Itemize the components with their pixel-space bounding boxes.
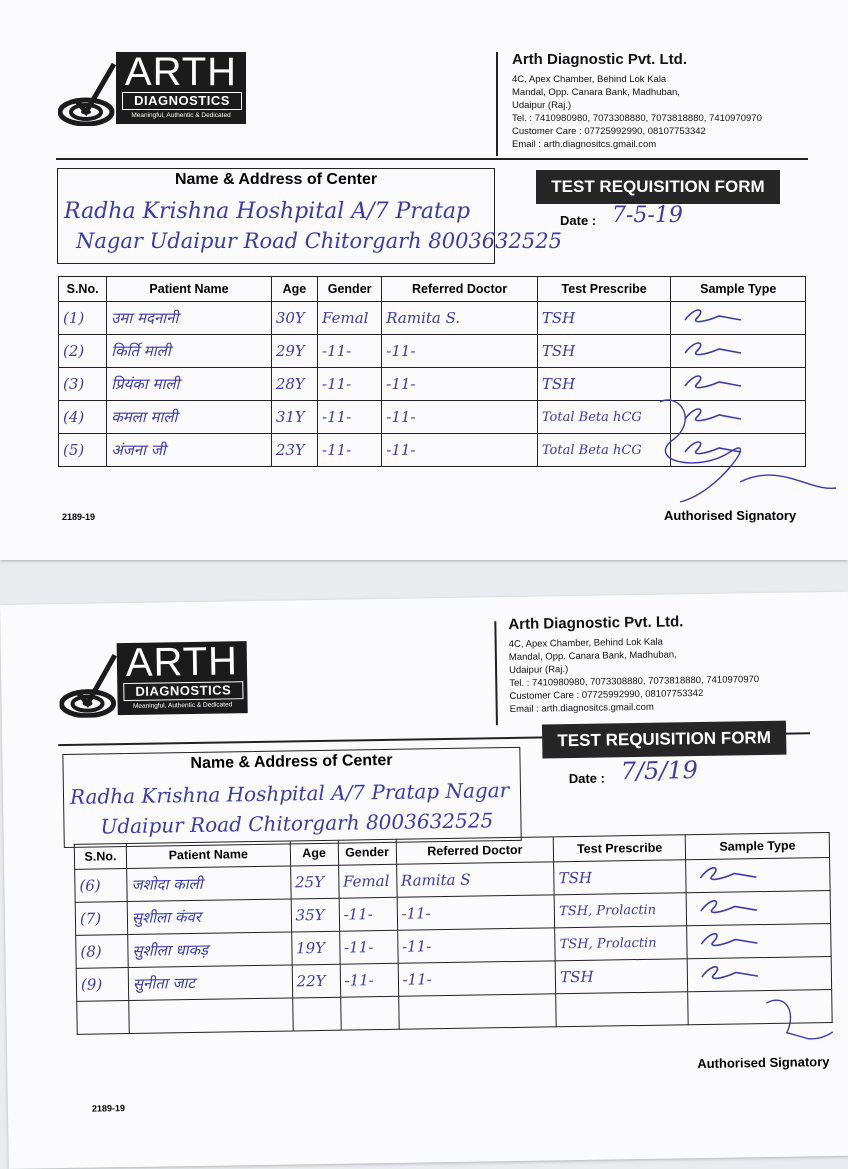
initials-signature-icon	[675, 304, 745, 328]
cell-patient-name: प्रियंका माली	[107, 368, 272, 401]
cell-sno	[77, 1001, 129, 1035]
company-info	[512, 50, 762, 151]
cell-test-prescribe: TSH	[537, 368, 671, 401]
col-patient-name: Patient Name	[107, 277, 272, 302]
cell-sno: (9)	[76, 968, 128, 1002]
col-age: Age	[271, 277, 317, 302]
company-address-2: Mandal, Opp. Canara Bank, Madhuban,	[508, 649, 677, 664]
cell-referred-doctor: -11-	[397, 928, 555, 963]
test-table	[74, 832, 833, 1035]
company-address-1: 4C, Apex Chamber, Behind Lok Kala	[508, 636, 663, 651]
cell-age: 35Y	[291, 898, 339, 932]
cell-age: 28Y	[271, 368, 317, 401]
col-sno: S.No.	[74, 844, 126, 870]
cell-sno: (3)	[59, 368, 107, 401]
initials-signature-icon	[691, 894, 761, 919]
cell-referred-doctor: Ramita S.	[382, 302, 538, 335]
cell-referred-doctor: -11-	[382, 434, 538, 467]
cell-test-prescribe: Total Beta hCG	[537, 434, 671, 467]
cell-age	[292, 997, 340, 1031]
center-address-line-1: Radha Krishna Hoshpital A/7 Pratap	[64, 199, 471, 224]
cell-sno: (2)	[59, 335, 107, 368]
header-rule	[56, 158, 808, 160]
cell-test-prescribe: Total Beta hCG	[537, 401, 671, 434]
form-number: 2189-19	[91, 1103, 126, 1114]
cell-sample-type	[671, 335, 806, 368]
company-address-2: Mandal, Opp. Canara Bank, Madhuban,	[512, 87, 680, 98]
center-address-line-2: Nagar Udaipur Road Chitorgarh 8003632525	[76, 229, 562, 253]
cell-test-prescribe: TSH	[537, 302, 671, 335]
date-label: Date :	[560, 213, 597, 228]
logo-word: ARTH	[124, 50, 238, 94]
cell-sample-type	[687, 956, 831, 991]
center-address-box	[62, 747, 521, 848]
cell-gender: -11-	[339, 930, 397, 964]
cell-gender	[340, 996, 398, 1030]
cell-sample-type	[687, 923, 831, 958]
company-email: Email : arth.diagnositcs.gmail.com	[512, 139, 657, 150]
cell-patient-name: जशोदा काली	[127, 866, 291, 902]
center-title: Name & Address of Center	[174, 171, 378, 188]
cell-sample-type	[686, 858, 830, 893]
arth-logo	[58, 52, 248, 132]
company-tel: Tel. : 7410980980, 7073308880, 7073818880, 7410970970	[509, 674, 760, 690]
cell-test-prescribe	[556, 992, 688, 1027]
logo-word: ARTH	[125, 639, 239, 686]
center-address-line-1: Radha Krishna Hoshpital A/7 Pratap Nagar	[69, 778, 510, 809]
date-label: Date :	[568, 770, 606, 787]
cell-gender: Femal	[318, 302, 382, 335]
authorised-signatory: Authorised Signatory	[697, 1054, 830, 1072]
cell-age: 30Y	[271, 302, 317, 335]
authorised-signatory: Authorised Signatory	[664, 508, 797, 523]
logo-box	[117, 641, 248, 715]
cell-test-prescribe: TSH	[554, 860, 686, 895]
logo-box	[116, 52, 246, 124]
cell-sample-type	[686, 890, 830, 925]
date-value: 7/5/19	[620, 756, 699, 786]
cell-test-prescribe: TSH	[537, 335, 671, 368]
requisition-form-2	[0, 592, 848, 1169]
col-test-prescribe: Test Prescribe	[537, 277, 671, 302]
table-header-row	[59, 277, 806, 302]
center-address-line-2: Udaipur Road Chitorgarh 8003632525	[100, 808, 494, 839]
initials-signature-icon	[691, 927, 761, 952]
col-age: Age	[290, 840, 338, 866]
cell-age: 22Y	[292, 964, 340, 998]
cell-referred-doctor: -11-	[398, 961, 556, 996]
cell-age: 25Y	[290, 865, 338, 899]
center-address-box	[57, 168, 562, 264]
cell-gender: -11-	[318, 335, 382, 368]
signature-scribble	[640, 392, 840, 512]
initials-signature-icon	[675, 370, 745, 394]
company-address-3: Udaipur (Raj.)	[509, 664, 569, 677]
company-email: Email : arth.diagnositcs.gmail.com	[509, 701, 654, 716]
cell-referred-doctor: -11-	[397, 895, 555, 930]
initials-signature-icon	[692, 960, 762, 985]
cell-patient-name: उमा मदनानी	[107, 302, 272, 335]
cell-age: 19Y	[291, 931, 339, 965]
cell-age: 23Y	[271, 434, 317, 467]
cell-referred-doctor: -11-	[382, 335, 538, 368]
cell-sno: (5)	[59, 434, 107, 467]
cell-gender: -11-	[318, 368, 382, 401]
company-address-1: 4C, Apex Chamber, Behind Lok Kala	[512, 74, 667, 85]
cell-gender: Femal	[338, 864, 396, 898]
initials-signature-icon	[675, 337, 745, 361]
cell-patient-name: सुशीला कंवर	[127, 899, 291, 935]
header-divider	[496, 52, 498, 156]
col-sample-type: Sample Type	[685, 833, 829, 860]
cell-gender: -11-	[318, 401, 382, 434]
logo-sub: DIAGNOSTICS	[122, 92, 242, 110]
cell-sno: (1)	[59, 302, 107, 335]
cell-referred-doctor	[398, 994, 556, 1029]
cell-test-prescribe: TSH	[555, 959, 687, 994]
target-check-icon	[58, 62, 118, 126]
company-address-3: Udaipur (Raj.)	[512, 100, 572, 111]
cell-patient-name: किर्ति माली	[107, 335, 272, 368]
col-sno: S.No.	[59, 277, 107, 302]
center-title: Name & Address of Center	[190, 751, 393, 773]
cell-age: 29Y	[271, 335, 317, 368]
cell-sno: (6)	[75, 869, 127, 903]
company-name: Arth Diagnostic Pvt. Ltd.	[512, 51, 688, 68]
header-divider	[494, 621, 498, 725]
company-care: Customer Care : 07725992990, 08107753342	[512, 126, 706, 137]
arth-logo	[59, 641, 250, 724]
col-referred-doctor: Referred Doctor	[396, 837, 554, 864]
company-info	[508, 611, 759, 716]
cell-patient-name: अंजना जी	[107, 434, 272, 467]
company-care: Customer Care : 07725992990, 08107753342	[509, 687, 704, 703]
cell-referred-doctor: Ramita S	[396, 862, 554, 897]
table-row	[59, 302, 806, 335]
col-test-prescribe: Test Prescribe	[554, 835, 686, 862]
cell-gender: -11-	[318, 434, 382, 467]
cell-sno: (8)	[76, 935, 128, 969]
signature-scribble	[746, 992, 837, 1053]
cell-test-prescribe: TSH, Prolactin	[555, 926, 687, 961]
requisition-form-1	[0, 0, 848, 560]
cell-sno: (4)	[59, 401, 107, 434]
cell-patient-name: कमला माली	[107, 401, 272, 434]
target-check-icon	[59, 653, 120, 718]
col-patient-name: Patient Name	[126, 841, 290, 869]
cell-gender: -11-	[339, 897, 397, 931]
company-tel: Tel. : 7410980980, 7073308880, 7073818880, 7410970970	[512, 113, 762, 124]
form-title: TEST REQUISITION FORM	[536, 170, 780, 204]
cell-patient-name	[129, 998, 293, 1034]
cell-gender: -11-	[340, 963, 398, 997]
col-referred-doctor: Referred Doctor	[382, 277, 538, 302]
col-gender: Gender	[318, 277, 382, 302]
col-gender: Gender	[338, 839, 396, 865]
company-name: Arth Diagnostic Pvt. Ltd.	[508, 613, 684, 634]
cell-sample-type	[671, 302, 806, 335]
table-row	[59, 335, 806, 368]
cell-test-prescribe: TSH, Prolactin	[554, 893, 686, 928]
date-value: 7-5-19	[612, 203, 683, 228]
cell-referred-doctor: -11-	[382, 368, 538, 401]
initials-signature-icon	[690, 861, 760, 886]
cell-age: 31Y	[271, 401, 317, 434]
logo-tagline: Meaningful, Authentic & Dedicated	[131, 112, 231, 119]
logo-tagline: Meaningful, Authentic & Dedicated	[132, 701, 233, 710]
col-sample-type: Sample Type	[671, 277, 806, 302]
cell-patient-name: सुशीला धाकड़	[128, 932, 292, 968]
cell-sno: (7)	[75, 902, 127, 936]
cell-patient-name: सुनीता जाट	[128, 965, 292, 1001]
form-title: TEST REQUISITION FORM	[542, 721, 787, 759]
cell-referred-doctor: -11-	[382, 401, 538, 434]
form-number: 2189-19	[62, 512, 96, 522]
logo-sub: DIAGNOSTICS	[123, 681, 243, 701]
